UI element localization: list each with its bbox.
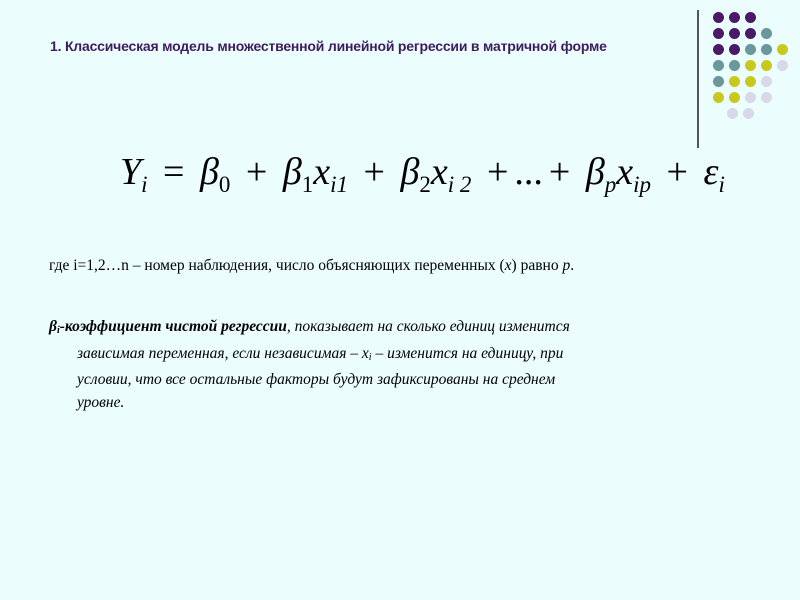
formula-beta0: β	[199, 151, 219, 193]
decor-dot-purple	[729, 44, 740, 55]
decor-dot-lavender	[761, 92, 772, 103]
decor-dot-yellow	[777, 44, 788, 55]
formula-x1-sub: i1	[330, 172, 349, 197]
decor-dot-teal	[713, 76, 724, 87]
formula-beta0-sub: 0	[218, 172, 231, 197]
formula-beta2-sub: 2	[419, 172, 431, 197]
formula-betap: β	[585, 151, 605, 193]
formula-beta1: β	[282, 151, 302, 193]
definition-x-sub: i	[368, 351, 372, 363]
formula-epsilon-sub: i	[718, 172, 725, 197]
decor-dot-purple	[713, 12, 724, 23]
divider-line	[697, 10, 699, 148]
decor-dot-purple	[713, 44, 724, 55]
decor-dot-yellow	[745, 76, 756, 87]
regression-formula	[120, 153, 725, 196]
observation-note	[49, 257, 574, 275]
decor-dot-lavender	[777, 60, 788, 71]
decor-dot-purple	[729, 12, 740, 23]
definition-text: зависимая переменная, если независимая – x	[77, 344, 369, 362]
observation-note-p: p	[562, 257, 571, 274]
formula-y-sub: i	[141, 172, 148, 197]
formula-epsilon: ε	[703, 151, 719, 193]
decor-dot-purple	[745, 28, 756, 39]
formula-plus: +	[486, 151, 509, 193]
formula-plus: +	[363, 151, 385, 193]
decor-dot-teal	[713, 60, 724, 71]
decor-dot-teal	[761, 44, 772, 55]
formula-plus: +	[548, 151, 571, 193]
formula-y: Y	[120, 151, 142, 193]
decor-dot-lavender	[745, 92, 756, 103]
decor-dot-purple	[713, 28, 724, 39]
definition-line-2	[49, 343, 749, 370]
decor-dot-yellow	[745, 60, 756, 71]
definition-beta: β	[49, 318, 57, 335]
definition-term: -коэффициент чистой регрессии	[59, 318, 287, 335]
decor-dot-yellow	[729, 92, 740, 103]
formula-xp-sub: ip	[633, 172, 652, 197]
observation-note-text: .	[570, 257, 575, 274]
decor-dot-yellow	[729, 76, 740, 87]
decor-dot-teal	[729, 60, 740, 71]
decor-dot-lavender	[727, 108, 738, 119]
definition-beta-sub: i	[56, 325, 60, 336]
definition-text: – изменится на единицу, при	[371, 344, 564, 362]
observation-note-x: x	[504, 257, 512, 274]
coefficient-definition	[49, 316, 749, 414]
formula-xp: x	[616, 151, 634, 193]
formula-beta1-sub: 1	[301, 172, 314, 197]
decor-dot-yellow	[713, 92, 724, 103]
decor-dot-lavender	[761, 76, 772, 87]
decor-dot-teal	[761, 28, 772, 39]
formula-plus: +	[666, 151, 688, 193]
definition-line-4: уровне.	[77, 393, 125, 411]
slide-title: 1. Классическая модель множественной линейной регрессии в матричной форме	[50, 38, 607, 54]
definition-text: , показывает на сколько единиц изменится	[286, 318, 570, 335]
formula-x1: x	[313, 151, 331, 193]
formula-betap-sub: p	[604, 172, 617, 197]
formula-beta2: β	[400, 151, 420, 193]
formula-x2: x	[430, 151, 448, 193]
decor-dot-purple	[729, 28, 740, 39]
decor-dot-teal	[745, 44, 756, 55]
formula-x2-sub: i 2	[447, 172, 472, 197]
decor-dot-yellow	[761, 60, 772, 71]
formula-plus: +	[245, 151, 268, 193]
decor-dot-lavender	[743, 108, 754, 119]
observation-note-text: где i=1,2…n – номер наблюдения, число объясняющих переменных (	[49, 257, 505, 274]
formula-eq: =	[163, 151, 185, 193]
observation-note-text: ) равно	[511, 257, 563, 274]
formula-ellipsis: ...	[514, 151, 543, 193]
definition-line-3: условии, что все остальные факторы будут зафиксированы на среднем	[77, 371, 556, 388]
definition-line-1	[49, 316, 749, 343]
decor-dot-purple	[745, 12, 756, 23]
